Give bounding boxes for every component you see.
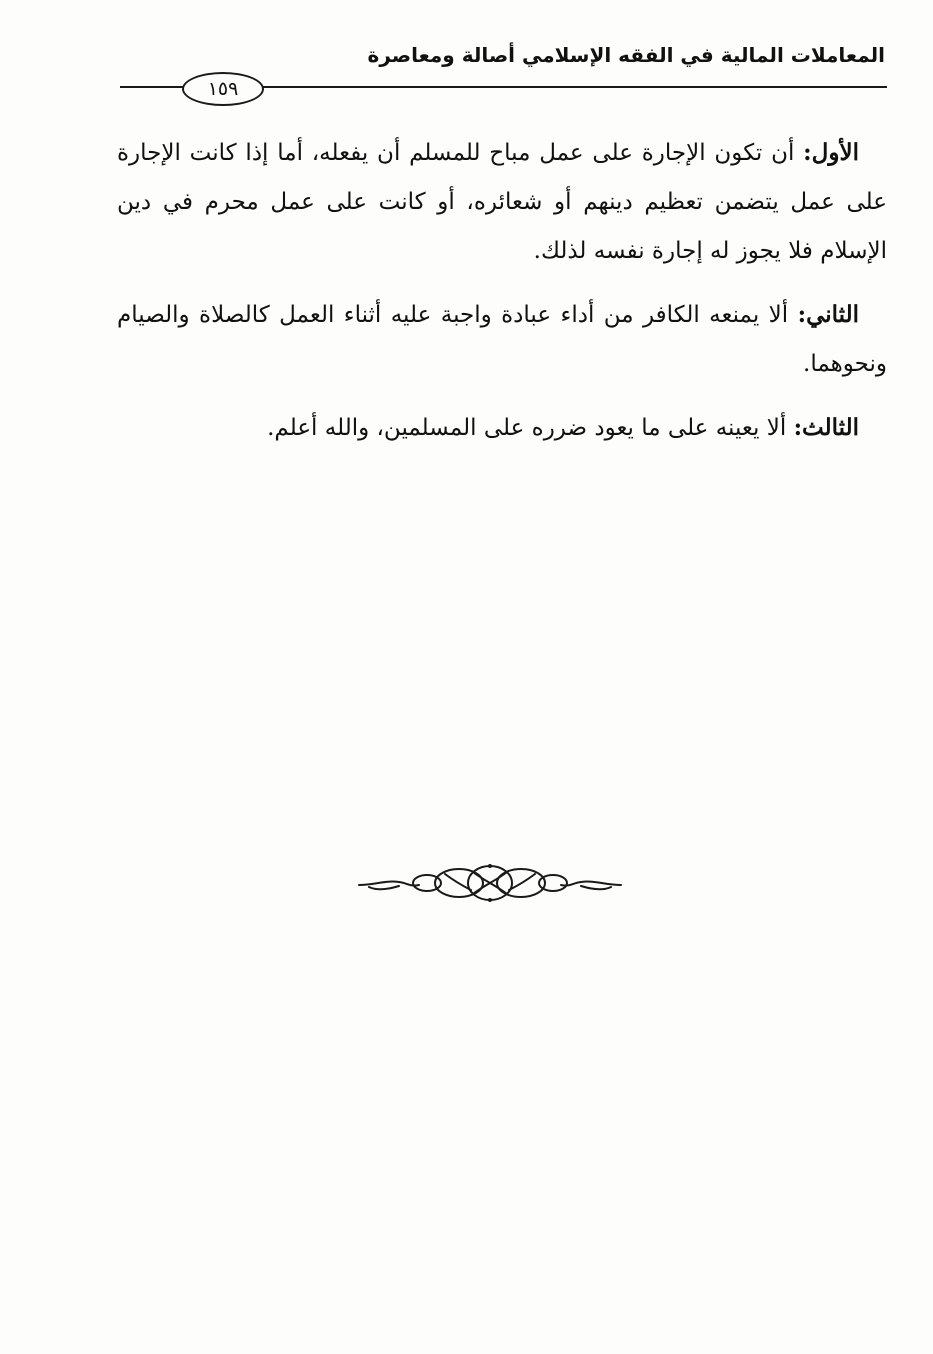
- paragraph-lead: الثاني:: [797, 301, 860, 328]
- paragraph-third-condition: [117, 403, 887, 453]
- paragraph-first-condition: [117, 128, 887, 276]
- body-text: [117, 128, 887, 467]
- paragraph-text: ألا يمنعه الكافر من أداء عبادة واجبة عليه أثناء العمل كالصلاة والصيام ونحوهما.: [117, 302, 887, 377]
- paragraph-lead: الأول:: [803, 139, 859, 166]
- decorative-knot-divider-icon: [355, 858, 625, 908]
- paragraph-lead: الثالث:: [793, 414, 859, 441]
- paragraph-text: ألا يعينه على ما يعود ضرره على المسلمين، والله أعلم.: [267, 415, 787, 441]
- paragraph-text: أن تكون الإجارة على عمل مباح للمسلم أن يفعله، أما إذا كانت الإجارة على عمل يتضمن تعظيم دينهم أو شعائره، أو كانت على عمل محرم في دين الإسلام فلا يجوز له إجارة نفسه لذلك.: [117, 140, 887, 264]
- running-header-title: المعاملات المالية في الفقه الإسلامي أصالة ومعاصرة: [367, 43, 885, 67]
- page-number: ١٥٩: [182, 72, 264, 106]
- paragraph-second-condition: [117, 290, 887, 389]
